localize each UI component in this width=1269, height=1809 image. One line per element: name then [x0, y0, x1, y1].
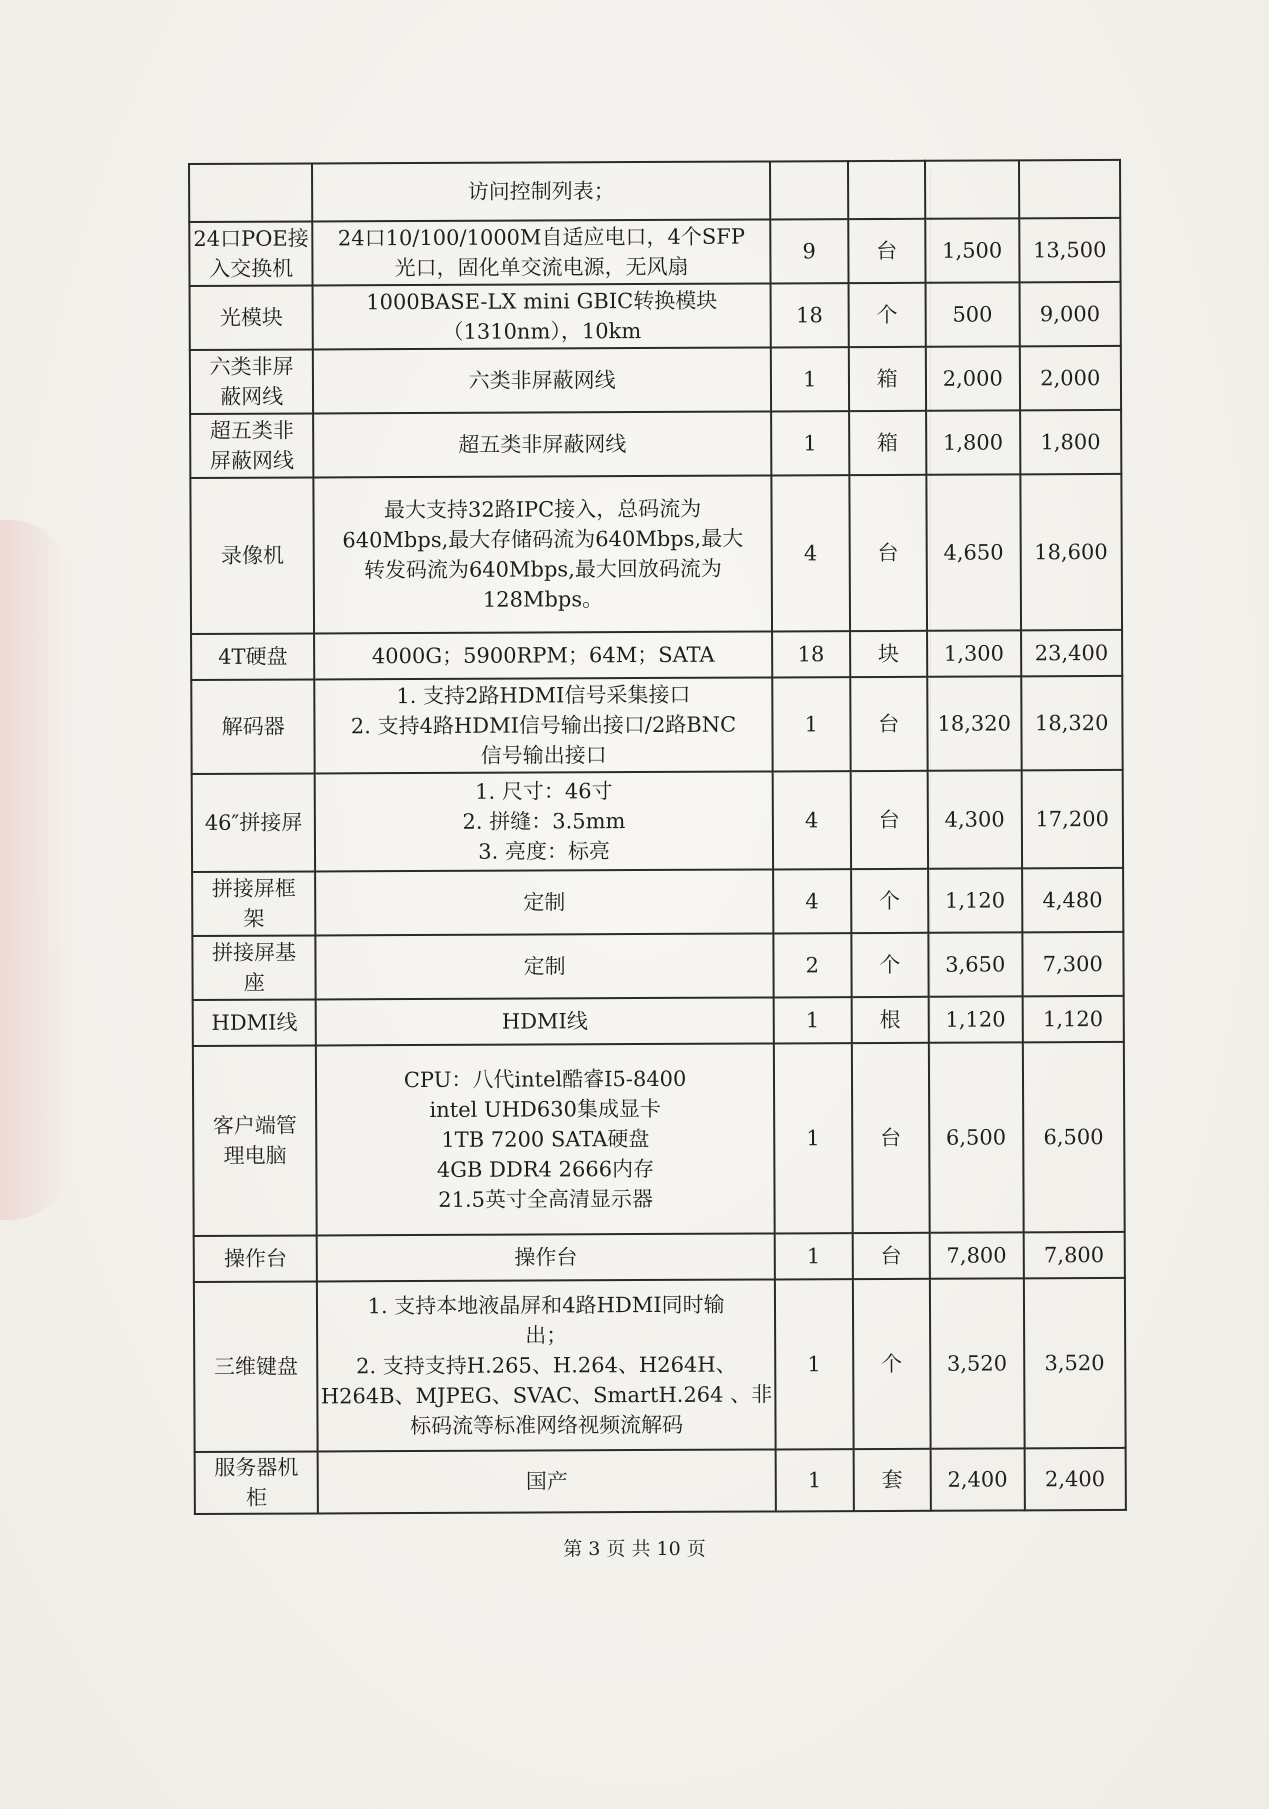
- table-row: [191, 630, 1122, 680]
- item-name-line: 操作台: [223, 1246, 288, 1271]
- item-name-cell: [189, 221, 313, 286]
- item-spec-line: 21.5英寸全高清显示器: [438, 1186, 654, 1212]
- quantity-cell: 9: [770, 219, 848, 283]
- quantity-cell: 18: [770, 283, 848, 347]
- table-row: [191, 676, 1122, 774]
- table-row: [190, 410, 1121, 478]
- unit-price-cell: 1,300: [927, 630, 1021, 676]
- total-price-cell: 18,320: [1021, 676, 1122, 770]
- unit-cell: 台: [848, 219, 925, 283]
- item-name-line: 服务器机: [214, 1455, 299, 1480]
- unit-cell: [848, 161, 925, 219]
- item-spec-line: （1310nm），10km: [442, 319, 642, 344]
- item-spec-cell: [316, 1043, 774, 1235]
- item-name-line: 录像机: [220, 543, 284, 568]
- quantity-cell: 1: [774, 1043, 853, 1233]
- table-row: [192, 770, 1123, 872]
- quantity-cell: 4: [772, 771, 850, 869]
- item-spec-cell: [314, 631, 772, 679]
- total-price-cell: 17,200: [1021, 770, 1122, 868]
- item-name-cell: [191, 679, 315, 774]
- table-row: [193, 1042, 1125, 1236]
- table-row: [194, 1232, 1125, 1282]
- item-name-line: 拼接屏框: [211, 876, 296, 901]
- page-footer: 第 3 页 共 10 页: [563, 1538, 706, 1560]
- total-price-cell: 2,400: [1024, 1448, 1125, 1510]
- item-name-cell: [194, 1235, 318, 1282]
- table-row: [189, 218, 1120, 286]
- item-name-cell: [192, 871, 316, 936]
- item-spec-line: 信号输出接口: [480, 743, 607, 768]
- item-spec-line: 4000G；5900RPM；64M；SATA: [371, 642, 715, 669]
- item-name-line: 入交换机: [209, 256, 294, 281]
- item-spec-line: 128Mbps。: [482, 587, 604, 612]
- total-price-cell: 1,800: [1020, 410, 1121, 474]
- unit-price-cell: 18,320: [927, 676, 1021, 770]
- table-row: [190, 474, 1121, 634]
- item-spec-line: HDMI线: [501, 1009, 588, 1034]
- item-spec-line: 访问控制列表；: [467, 179, 615, 204]
- unit-price-cell: 1,500: [925, 218, 1019, 282]
- item-name-line: 架: [243, 906, 265, 931]
- item-spec-line: 超五类非屏蔽网线: [458, 432, 627, 457]
- item-spec-line: 国产: [525, 1469, 568, 1494]
- total-price-cell: 7,800: [1023, 1232, 1124, 1278]
- item-spec-cell: [318, 1449, 776, 1513]
- item-spec-cell: [315, 771, 773, 871]
- item-spec-cell: [317, 1233, 775, 1281]
- equipment-price-table: [188, 159, 1127, 1515]
- item-spec-line: 1. 尺寸：46寸: [475, 779, 613, 804]
- item-spec-cell: [312, 161, 770, 221]
- total-price-cell: 3,520: [1024, 1278, 1126, 1448]
- total-price-cell: 18,600: [1020, 474, 1122, 630]
- item-name-cell: [193, 999, 317, 1046]
- item-spec-line: 出；: [525, 1323, 568, 1348]
- quantity-cell: 4: [771, 475, 850, 631]
- item-spec-line: 1. 支持本地液晶屏和4路HDMI同时输: [367, 1292, 725, 1319]
- item-spec-line: 标码流等标准网络视频流解码: [410, 1412, 684, 1439]
- item-name-line: HDMI线: [211, 1010, 298, 1035]
- table-row: [195, 1448, 1126, 1514]
- table-row: [194, 1278, 1126, 1452]
- total-price-cell: 23,400: [1021, 630, 1122, 676]
- item-spec-line: intel UHD630集成显卡: [429, 1096, 661, 1122]
- item-name-cell: [194, 1281, 318, 1452]
- item-name-line: 屏蔽网线: [209, 448, 295, 473]
- item-name-line: 4T硬盘: [218, 644, 288, 669]
- item-name-line: 六类非屏: [209, 354, 294, 379]
- item-spec-line: CPU：八代intel酷睿I5-8400: [403, 1066, 687, 1093]
- item-name-cell: [195, 1451, 319, 1514]
- item-name-line: 蔽网线: [220, 384, 284, 409]
- quantity-cell: 18: [772, 631, 850, 677]
- unit-price-cell: 2,400: [930, 1448, 1024, 1510]
- item-spec-line: 2. 拼缝：3.5mm: [462, 809, 626, 834]
- item-spec-line: 2. 支持4路HDMI信号输出接口/2路BNC: [350, 712, 737, 739]
- quantity-cell: 2: [773, 933, 851, 997]
- item-spec-cell: [315, 869, 773, 935]
- item-spec-line: 4GB DDR4 2666内存: [436, 1156, 655, 1182]
- unit-cell: 台: [849, 475, 927, 631]
- item-name-line: 超五类非: [209, 418, 294, 443]
- item-name-line: 理电脑: [223, 1143, 287, 1168]
- item-spec-cell: [314, 411, 772, 477]
- item-name-line: 三维键盘: [213, 1354, 299, 1379]
- unit-price-cell: 1,800: [926, 410, 1020, 474]
- item-name-cell: [192, 935, 316, 1000]
- item-spec-cell: [315, 677, 773, 773]
- item-name-cell: [190, 285, 314, 350]
- total-price-cell: 6,500: [1023, 1042, 1125, 1232]
- quantity-cell: [770, 161, 848, 219]
- unit-cell: 套: [853, 1449, 930, 1511]
- item-spec-line: 2. 支持支持H.265、H.264、H264H、: [356, 1352, 737, 1379]
- total-price-cell: 13,500: [1019, 218, 1120, 282]
- item-spec-line: 六类非屏蔽网线: [468, 368, 616, 393]
- unit-cell: 台: [852, 1043, 930, 1233]
- item-spec-line: H264B、MJPEG、SVAC、SmartH.264 、非: [320, 1382, 773, 1409]
- unit-cell: 个: [851, 869, 928, 933]
- total-price-cell: 2,000: [1020, 346, 1121, 410]
- item-spec-line: 640Mbps,最大存储码流为640Mbps,最大: [342, 526, 744, 553]
- table-row: [189, 160, 1120, 222]
- item-spec-line: 3. 亮度：标亮: [478, 839, 611, 864]
- total-price-cell: 9,000: [1019, 282, 1120, 346]
- unit-price-cell: 1,120: [928, 996, 1022, 1042]
- item-spec-line: 1TB 7200 SATA硬盘: [441, 1126, 650, 1152]
- item-name-line: 客户端管: [212, 1113, 297, 1138]
- unit-price-cell: 4,300: [927, 770, 1021, 868]
- item-spec-cell: [316, 997, 774, 1045]
- item-name-cell: [190, 477, 314, 634]
- unit-price-cell: 500: [925, 282, 1019, 346]
- item-spec-cell: [313, 347, 771, 413]
- item-name-cell: [190, 349, 314, 414]
- unit-cell: 台: [850, 771, 927, 869]
- unit-cell: 根: [851, 997, 928, 1043]
- item-name-line: 24口POE接: [193, 226, 309, 251]
- unit-price-cell: 2,000: [926, 346, 1020, 410]
- quantity-cell: 1: [772, 677, 850, 771]
- item-spec-cell: [316, 933, 774, 999]
- item-spec-line: 定制: [523, 954, 566, 979]
- unit-price-cell: [925, 160, 1019, 218]
- item-spec-line: 1. 支持2路HDMI信号采集接口: [396, 682, 691, 709]
- item-spec-cell: [313, 283, 771, 349]
- unit-cell: 块: [850, 631, 927, 677]
- total-price-cell: [1019, 160, 1120, 218]
- quantity-cell: 1: [773, 997, 851, 1043]
- table-row: [190, 282, 1121, 350]
- item-spec-line: 最大支持32路IPC接入，总码流为: [383, 496, 702, 523]
- total-price-cell: 4,480: [1022, 868, 1123, 932]
- total-price-cell: 1,120: [1022, 996, 1123, 1042]
- table-row: [192, 932, 1123, 1000]
- unit-cell: 个: [851, 933, 928, 997]
- table-row: [190, 346, 1121, 414]
- item-name-line: 柜: [245, 1485, 268, 1510]
- item-name-cell: [192, 773, 316, 872]
- quantity-cell: 1: [771, 347, 849, 411]
- item-spec-line: 定制: [523, 890, 566, 915]
- table-row: [192, 868, 1123, 936]
- unit-cell: 个: [848, 283, 925, 347]
- unit-price-cell: 3,650: [928, 932, 1022, 996]
- unit-cell: 台: [852, 1233, 929, 1279]
- unit-price-cell: 1,120: [928, 868, 1022, 932]
- item-spec-line: 1000BASE-LX mini GBIC转换模块: [366, 288, 718, 315]
- item-spec-line: 转发码流为640Mbps,最大回放码流为: [363, 556, 722, 583]
- table-row: [193, 996, 1124, 1046]
- unit-price-cell: 4,650: [926, 474, 1021, 630]
- unit-price-cell: 6,500: [929, 1042, 1024, 1232]
- item-name-line: 解码器: [221, 714, 285, 739]
- unit-cell: 箱: [849, 347, 926, 411]
- item-name-cell: [191, 633, 315, 680]
- item-spec-cell: [317, 1279, 775, 1451]
- item-spec-line: 24口10/100/1000M自适应电口，4个SFP: [337, 224, 746, 251]
- item-spec-line: 光口，固化单交流电源，无风扇: [394, 254, 689, 281]
- item-name-cell: [193, 1045, 317, 1236]
- quantity-cell: 1: [771, 411, 849, 475]
- item-name-cell: [190, 413, 314, 478]
- quantity-cell: 4: [773, 869, 851, 933]
- quantity-cell: 1: [775, 1279, 854, 1449]
- item-spec-line: 操作台: [514, 1245, 578, 1270]
- item-name-line: 46″拼接屏: [204, 810, 303, 835]
- item-name-line: 座: [243, 970, 265, 995]
- unit-cell: 台: [850, 677, 927, 771]
- unit-price-cell: 7,800: [929, 1232, 1023, 1278]
- quantity-cell: 1: [774, 1233, 852, 1279]
- quantity-cell: 1: [775, 1449, 853, 1511]
- unit-cell: 箱: [849, 411, 926, 475]
- item-spec-cell: [314, 475, 772, 633]
- item-name-line: 拼接屏基: [212, 940, 297, 965]
- item-name-cell: [189, 163, 313, 222]
- item-spec-cell: [313, 219, 771, 285]
- unit-price-cell: 3,520: [930, 1278, 1025, 1448]
- item-name-line: 光模块: [219, 305, 283, 330]
- seal-edge-mark: [0, 520, 70, 1220]
- unit-cell: 个: [853, 1279, 931, 1449]
- total-price-cell: 7,300: [1022, 932, 1123, 996]
